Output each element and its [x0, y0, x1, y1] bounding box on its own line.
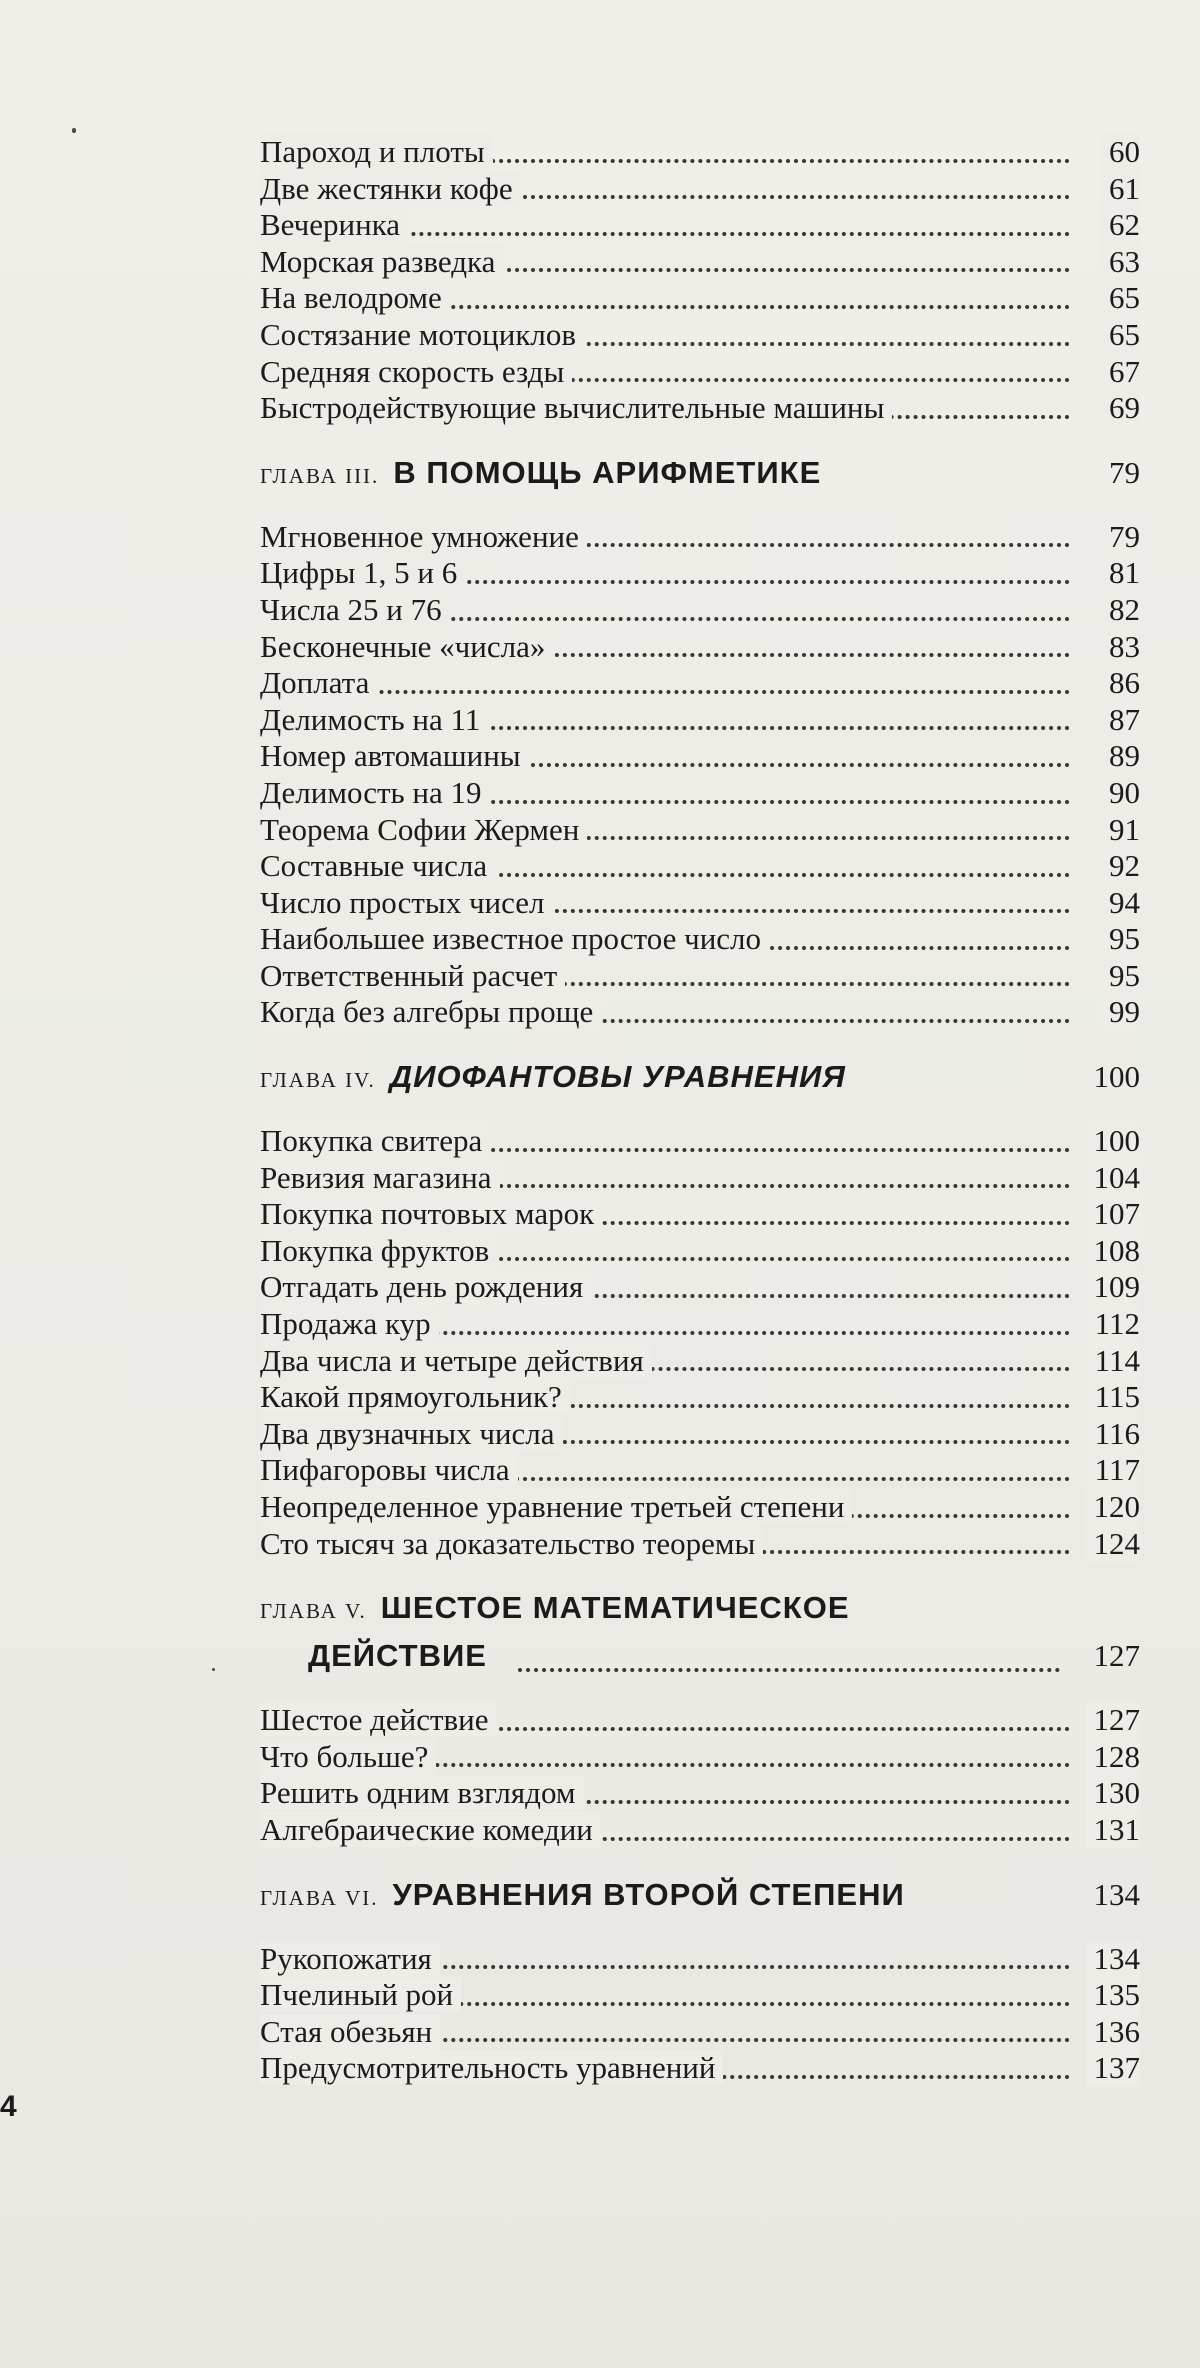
chapter-page-number: 100: [1093, 1059, 1140, 1095]
toc-entry-page: 89: [1101, 738, 1140, 775]
toc-entry: [260, 885, 1140, 922]
toc-entry: [260, 848, 1140, 885]
toc-entry-title: Доплата: [260, 665, 377, 700]
toc-entry-page: 135: [1086, 1977, 1141, 2014]
toc-entry-page: 112: [1087, 1306, 1140, 1343]
dot-leader: [260, 690, 1070, 694]
toc-entry-page: 94: [1101, 885, 1140, 922]
toc-entry-title: Быстродействующие вычислительные машины: [260, 390, 892, 425]
toc-entry: [260, 1343, 1140, 1380]
toc-entry-page: 65: [1101, 280, 1140, 317]
toc-entry: [260, 1160, 1140, 1197]
toc-entry-title: Продажа кур: [260, 1306, 439, 1341]
toc-entry: [260, 738, 1140, 775]
table-of-contents: [260, 134, 1140, 2087]
toc-entry-title: Числа 25 и 76: [260, 592, 450, 627]
toc-entry: [260, 1775, 1140, 1812]
chapter-page-number: 134: [1093, 1876, 1140, 1912]
toc-entry-page: 95: [1101, 921, 1140, 958]
toc-entry-page: 83: [1101, 629, 1140, 666]
toc-entry-page: 62: [1101, 207, 1140, 244]
toc-entry: [260, 629, 1140, 666]
chapter-label: ГЛАВА III.: [260, 463, 380, 488]
toc-entry-title: Составные числа: [260, 848, 495, 883]
toc-entry-page: 67: [1101, 354, 1140, 391]
toc-entry-title: Сто тысяч за доказательство теоремы: [260, 1526, 763, 1561]
toc-entry-page: 136: [1086, 2014, 1141, 2051]
toc-entry-title: На велодроме: [260, 280, 450, 315]
toc-entry-page: 127: [1086, 1702, 1141, 1739]
toc-entry-page: 81: [1101, 555, 1140, 592]
chapter-title: ДИОФАНТОВЫ УРАВНЕНИЯ: [389, 1059, 846, 1095]
toc-entry: [260, 1306, 1140, 1343]
toc-entry-title: Морская разведка: [260, 244, 503, 279]
chapter-label: ГЛАВА VI.: [260, 1885, 379, 1910]
toc-entry: [260, 1977, 1140, 2014]
toc-entry-page: 109: [1086, 1269, 1141, 1306]
toc-entry-title: Покупка почтовых марок: [260, 1196, 602, 1231]
toc-entry: [260, 244, 1140, 281]
toc-entry-title: Покупка фруктов: [260, 1233, 497, 1268]
toc-entry: [260, 1379, 1140, 1416]
chapter-label: ГЛАВА IV.: [260, 1068, 376, 1093]
chapter-heading: [260, 1871, 1140, 1919]
toc-entry-page: 130: [1086, 1775, 1141, 1812]
chapter-page-number: 127: [1093, 1638, 1140, 1674]
toc-entry-page: 60: [1101, 134, 1140, 171]
toc-entry: [260, 2050, 1140, 2087]
toc-entry-page: 95: [1101, 958, 1140, 995]
chapter-heading: [260, 449, 1140, 497]
toc-entry-page: 104: [1086, 1160, 1141, 1197]
toc-entry: [260, 317, 1140, 354]
toc-entry-page: 137: [1086, 2050, 1141, 2087]
toc-entry: [260, 775, 1140, 812]
toc-entry-title: Стая обезьян: [260, 2014, 440, 2049]
chapter-title: ШЕСТОЕ МАТЕМАТИЧЕСКОЕ: [380, 1590, 850, 1626]
toc-entry-page: 65: [1101, 317, 1140, 354]
chapter-heading: [260, 1053, 1140, 1101]
toc-entry: [260, 1123, 1140, 1160]
toc-entry-page: 115: [1087, 1379, 1140, 1416]
toc-entry-page: 124: [1086, 1526, 1141, 1563]
toc-entry: [260, 555, 1140, 592]
toc-entry-page: 116: [1087, 1416, 1140, 1453]
toc-entry: [260, 280, 1140, 317]
toc-entry: [260, 1452, 1140, 1489]
toc-entry-title: Когда без алгебры проще: [260, 994, 601, 1029]
toc-entry-title: Пароход и плоты: [260, 134, 493, 169]
toc-entry-page: 128: [1086, 1739, 1141, 1776]
toc-entry-page: 63: [1101, 244, 1140, 281]
chapter-label: ГЛАВА V.: [260, 1599, 367, 1624]
toc-entry-title: Что больше?: [260, 1739, 436, 1774]
toc-entry: [260, 1526, 1140, 1563]
toc-entry-page: 107: [1086, 1196, 1141, 1233]
toc-entry-page: 120: [1086, 1489, 1141, 1526]
toc-entry: [260, 1416, 1140, 1453]
toc-entry-title: Какой прямоугольник?: [260, 1379, 570, 1414]
chapter-title-continued: ДЕЙСТВИЕ: [308, 1638, 487, 1674]
toc-entry-title: Пифагоровы числа: [260, 1452, 518, 1487]
toc-entry: [260, 921, 1140, 958]
toc-entry-title: Ответственный расчет: [260, 958, 565, 993]
toc-entry-title: Число простых чисел: [260, 885, 553, 920]
toc-entry: [260, 1269, 1140, 1306]
toc-entry-title: Неопределенное уравнение третьей степени: [260, 1489, 852, 1524]
toc-entry-title: Покупка свитера: [260, 1123, 490, 1158]
toc-entry: [260, 1196, 1140, 1233]
toc-entry: [260, 1739, 1140, 1776]
toc-entry-title: Два двузначных числа: [260, 1416, 563, 1451]
toc-entry: [260, 2014, 1140, 2051]
chapter-title-line2: [308, 1632, 1140, 1686]
toc-entry: [260, 1233, 1140, 1270]
toc-entry-title: Делимость на 11: [260, 702, 488, 737]
dot-leader: [518, 1668, 1060, 1672]
toc-entry: [260, 134, 1140, 171]
toc-entry-page: 99: [1101, 994, 1140, 1031]
toc-entry-page: 117: [1087, 1452, 1140, 1489]
toc-entry-title: Ревизия магазина: [260, 1160, 500, 1195]
toc-entry: [260, 390, 1140, 427]
toc-entry-page: 108: [1086, 1233, 1141, 1270]
toc-entry-page: 61: [1101, 171, 1140, 208]
toc-entry-page: 114: [1087, 1343, 1140, 1380]
toc-entry-title: Мгновенное умножение: [260, 519, 587, 554]
toc-entry-title: Номер автомашины: [260, 738, 529, 773]
toc-entry-title: Средняя скорость езды: [260, 354, 572, 389]
toc-entry: [260, 812, 1140, 849]
toc-entry-title: Два числа и четыре действия: [260, 1343, 652, 1378]
toc-entry: [260, 958, 1140, 995]
toc-entry-title: Делимость на 19: [260, 775, 490, 810]
toc-entry-page: 92: [1101, 848, 1140, 885]
chapter-title: В ПОМОЩЬ АРИФМЕТИКЕ: [393, 454, 822, 490]
toc-entry-title: Предусмотрительность уравнений: [260, 2050, 723, 2085]
toc-entry-page: 87: [1101, 702, 1140, 739]
toc-entry: [260, 519, 1140, 556]
toc-entry-page: 134: [1086, 1941, 1141, 1978]
toc-entry-title: Две жестянки кофе: [260, 171, 521, 206]
toc-entry: [260, 702, 1140, 739]
toc-entry: [260, 1941, 1140, 1978]
toc-entry-page: 79: [1101, 519, 1140, 556]
toc-entry-page: 86: [1101, 665, 1140, 702]
toc-entry-page: 82: [1101, 592, 1140, 629]
toc-entry-title: Бесконечные «числа»: [260, 629, 553, 664]
toc-entry-page: 69: [1101, 390, 1140, 427]
chapter-page-number: 79: [1109, 454, 1140, 490]
toc-entry: [260, 354, 1140, 391]
page-number: 4: [0, 2090, 17, 2123]
toc-entry-title: Отгадать день рождения: [260, 1269, 591, 1304]
toc-entry: [260, 207, 1140, 244]
chapter-heading: [260, 1584, 1140, 1680]
toc-entry-page: 100: [1086, 1123, 1141, 1160]
toc-entry: [260, 1812, 1140, 1849]
toc-entry-title: Пчелиный рой: [260, 1977, 461, 2012]
toc-entry: [260, 1702, 1140, 1739]
toc-entry: [260, 171, 1140, 208]
toc-entry-page: 90: [1101, 775, 1140, 812]
toc-entry-title: Наибольшее известное простое число: [260, 921, 769, 956]
print-speck: [212, 1668, 215, 1671]
toc-entry: [260, 1489, 1140, 1526]
toc-entry-page: 131: [1086, 1812, 1141, 1849]
toc-entry-title: Теорема Софии Жермен: [260, 812, 587, 847]
toc-entry-title: Состязание мотоциклов: [260, 317, 584, 352]
toc-entry: [260, 592, 1140, 629]
toc-entry: [260, 994, 1140, 1031]
chapter-title: УРАВНЕНИЯ ВТОРОЙ СТЕПЕНИ: [392, 1876, 905, 1912]
toc-entry: [260, 665, 1140, 702]
toc-entry-title: Алгебраические комедии: [260, 1812, 601, 1847]
toc-entry-title: Цифры 1, 5 и 6: [260, 555, 465, 590]
print-speck: [72, 128, 76, 133]
toc-entry-title: Шестое действие: [260, 1702, 497, 1737]
toc-entry-title: Вечеринка: [260, 207, 408, 242]
toc-entry-title: Рукопожатия: [260, 1941, 440, 1976]
toc-entry-title: Решить одним взглядом: [260, 1775, 583, 1810]
toc-entry-page: 91: [1101, 812, 1140, 849]
